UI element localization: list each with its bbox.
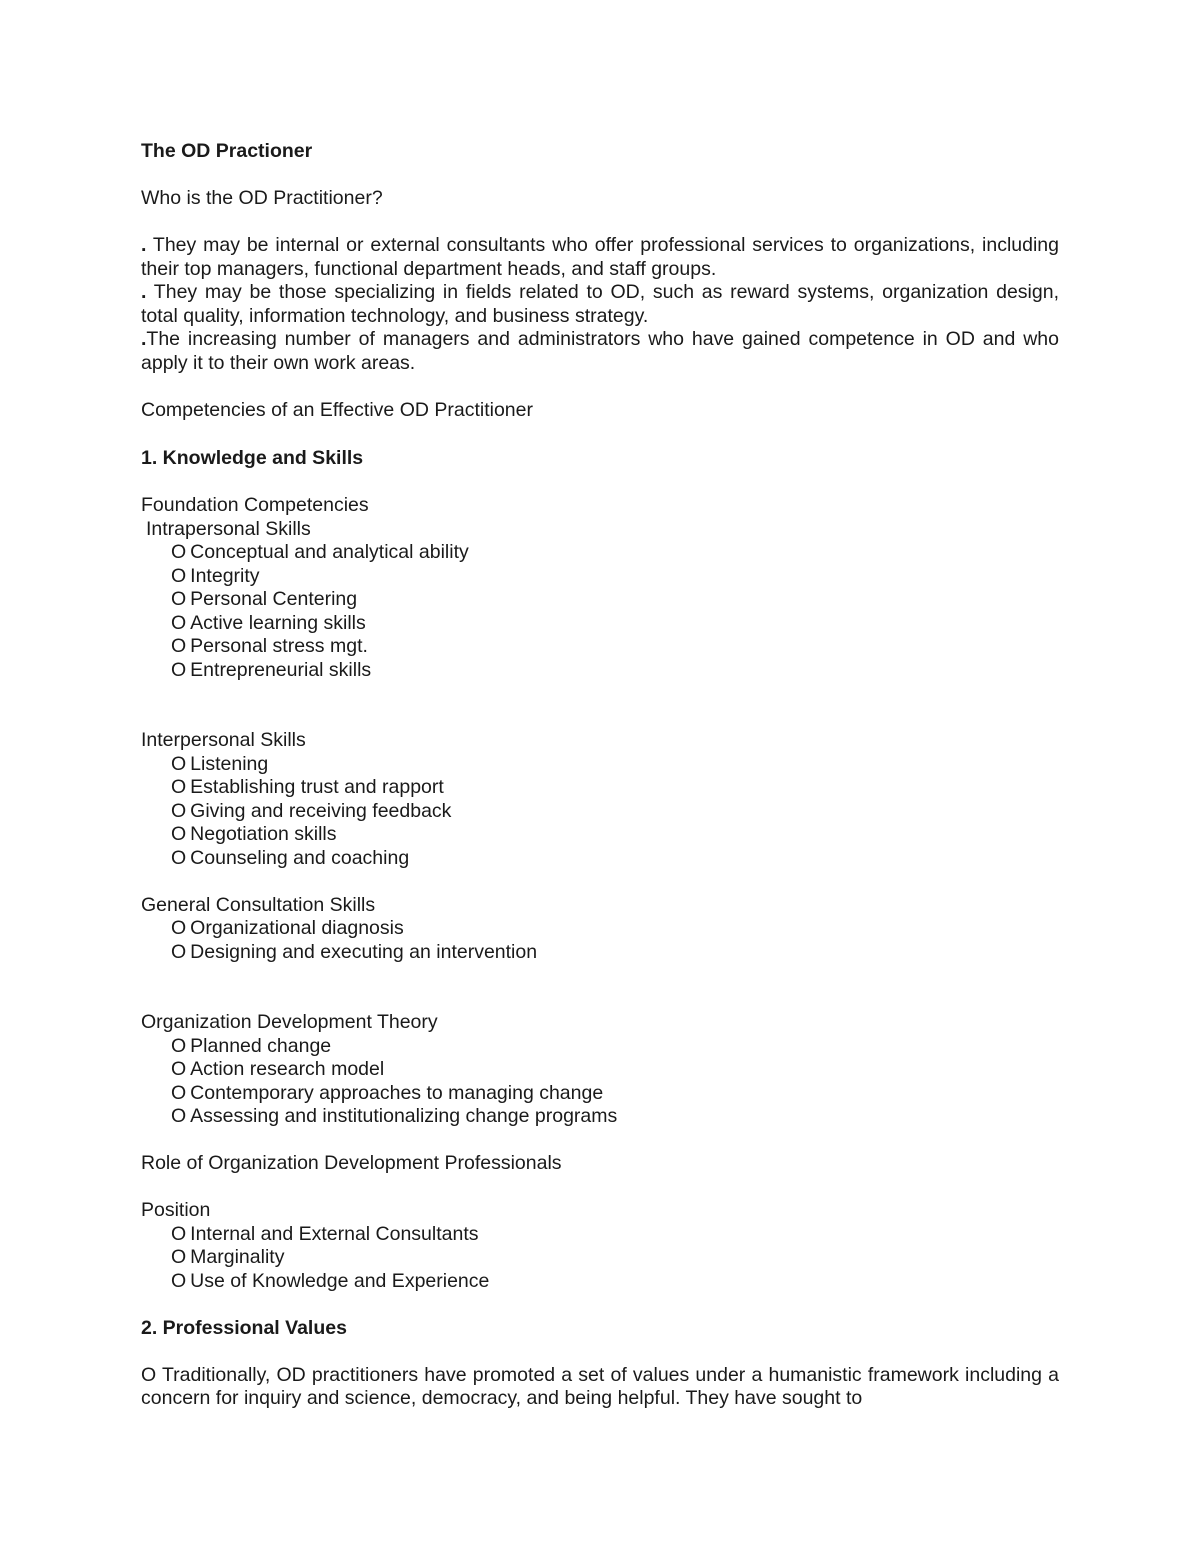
role-heading: Role of Organization Development Professionals (141, 1152, 562, 1174)
list-item (141, 917, 1059, 941)
list-item (141, 1105, 1059, 1129)
section-2-heading: 2. Professional Values (141, 1316, 347, 1339)
bullet-marker: O (171, 917, 187, 939)
list-item-text: Entrepreneurial skills (190, 658, 372, 681)
list-item-text: Integrity (190, 564, 260, 587)
bullet-marker: O (171, 1034, 187, 1057)
bullet-marker: O (171, 1105, 187, 1127)
list-item (141, 565, 1059, 589)
list-item (141, 1058, 1059, 1082)
od-theory-list (141, 1035, 1059, 1129)
list-item (141, 941, 1059, 965)
bullet-marker: O (171, 1269, 187, 1292)
list-item-text: Counseling and coaching (190, 846, 410, 869)
intro-mark: . (141, 234, 147, 256)
document-title: The OD Practioner (141, 140, 313, 162)
list-item-text: Active learning skills (190, 611, 366, 634)
intro-text: The increasing number of managers and administrators who have gained competence in OD and who apply it to their own work areas. (141, 328, 1059, 374)
bullet-marker: O (171, 940, 187, 963)
bullet-marker: O (171, 823, 187, 845)
intrapersonal-heading: Intrapersonal Skills (146, 517, 311, 540)
intro-text: They may be those specializing in fields related to OD, such as reward systems, organization design, total quality, information technology, and business strategy. (141, 281, 1059, 327)
bullet-marker: O (171, 564, 187, 587)
intrapersonal-list (141, 541, 1059, 682)
list-item-text: Use of Knowledge and Experience (190, 1269, 490, 1292)
list-item (141, 823, 1059, 847)
list-item (141, 1246, 1059, 1270)
bullet-marker: O (171, 541, 187, 563)
list-item-text: Personal Centering (190, 588, 358, 610)
list-item (141, 1223, 1059, 1247)
list-item-text: Giving and receiving feedback (190, 799, 452, 822)
list-item-text: Organizational diagnosis (190, 917, 404, 939)
list-item (141, 753, 1059, 777)
question-heading: Who is the OD Practitioner? (141, 187, 383, 209)
list-item-text: Conceptual and analytical ability (190, 541, 469, 563)
list-item (141, 847, 1059, 871)
section-1-heading: 1. Knowledge and Skills (141, 447, 364, 469)
list-item-text: Personal stress mgt. (190, 635, 368, 657)
list-item-text: Designing and executing an intervention (190, 940, 538, 963)
list-item (141, 776, 1059, 800)
document-page (141, 140, 1059, 1411)
position-list (141, 1223, 1059, 1294)
intro-paragraph-3 (141, 328, 1059, 375)
foundation-heading: Foundation Competencies (141, 494, 369, 516)
bullet-marker: O (171, 611, 187, 634)
bullet-marker: O (171, 776, 187, 798)
list-item (141, 800, 1059, 824)
intro-paragraph-1 (141, 234, 1059, 281)
list-item-text: Marginality (190, 1246, 285, 1268)
list-item-text: Listening (190, 752, 269, 775)
bullet-marker: O (171, 588, 187, 610)
position-heading: Position (141, 1199, 211, 1221)
bullet-marker: O (171, 1246, 187, 1268)
bullet-marker: O (171, 635, 187, 657)
consultation-list (141, 917, 1059, 964)
bullet-marker: O (171, 1058, 187, 1080)
intro-mark: . (141, 281, 147, 303)
bullet-marker: O (171, 1222, 187, 1245)
list-item (141, 1270, 1059, 1294)
bullet-marker: O (171, 658, 187, 681)
list-item-text: Assessing and institutionalizing change programs (190, 1105, 618, 1127)
consultation-heading: General Consultation Skills (141, 893, 376, 916)
list-item-text: Establishing trust and rapport (190, 776, 444, 798)
list-item-text: Planned change (190, 1034, 332, 1057)
list-item (141, 635, 1059, 659)
interpersonal-heading: Interpersonal Skills (141, 729, 306, 751)
bullet-marker: O (171, 752, 187, 775)
list-item (141, 612, 1059, 636)
list-item (141, 1035, 1059, 1059)
list-item-text: Action research model (190, 1058, 385, 1080)
od-theory-heading: Organization Development Theory (141, 1011, 438, 1033)
bullet-marker: O (171, 799, 187, 822)
intro-mark: . (141, 328, 147, 350)
interpersonal-list (141, 753, 1059, 871)
list-item (141, 659, 1059, 683)
list-item (141, 1082, 1059, 1106)
intro-paragraph-2 (141, 281, 1059, 328)
intro-text: They may be internal or external consultants who offer professional services to organizations, including their top managers, functional department heads, and staff groups. (141, 234, 1059, 280)
list-item-text: Contemporary approaches to managing change (190, 1081, 604, 1104)
bullet-marker: O (171, 846, 187, 869)
list-item (141, 588, 1059, 612)
list-item (141, 541, 1059, 565)
list-item-text: Internal and External Consultants (190, 1222, 479, 1245)
competencies-heading: Competencies of an Effective OD Practitioner (141, 398, 533, 421)
section-2-paragraph: O Traditionally, OD practitioners have promoted a set of values under a humanistic framework including a concern for inquiry and science, democracy, and being helpful. They have sought to (141, 1363, 1059, 1409)
bullet-marker: O (171, 1081, 187, 1104)
list-item-text: Negotiation skills (190, 823, 337, 845)
